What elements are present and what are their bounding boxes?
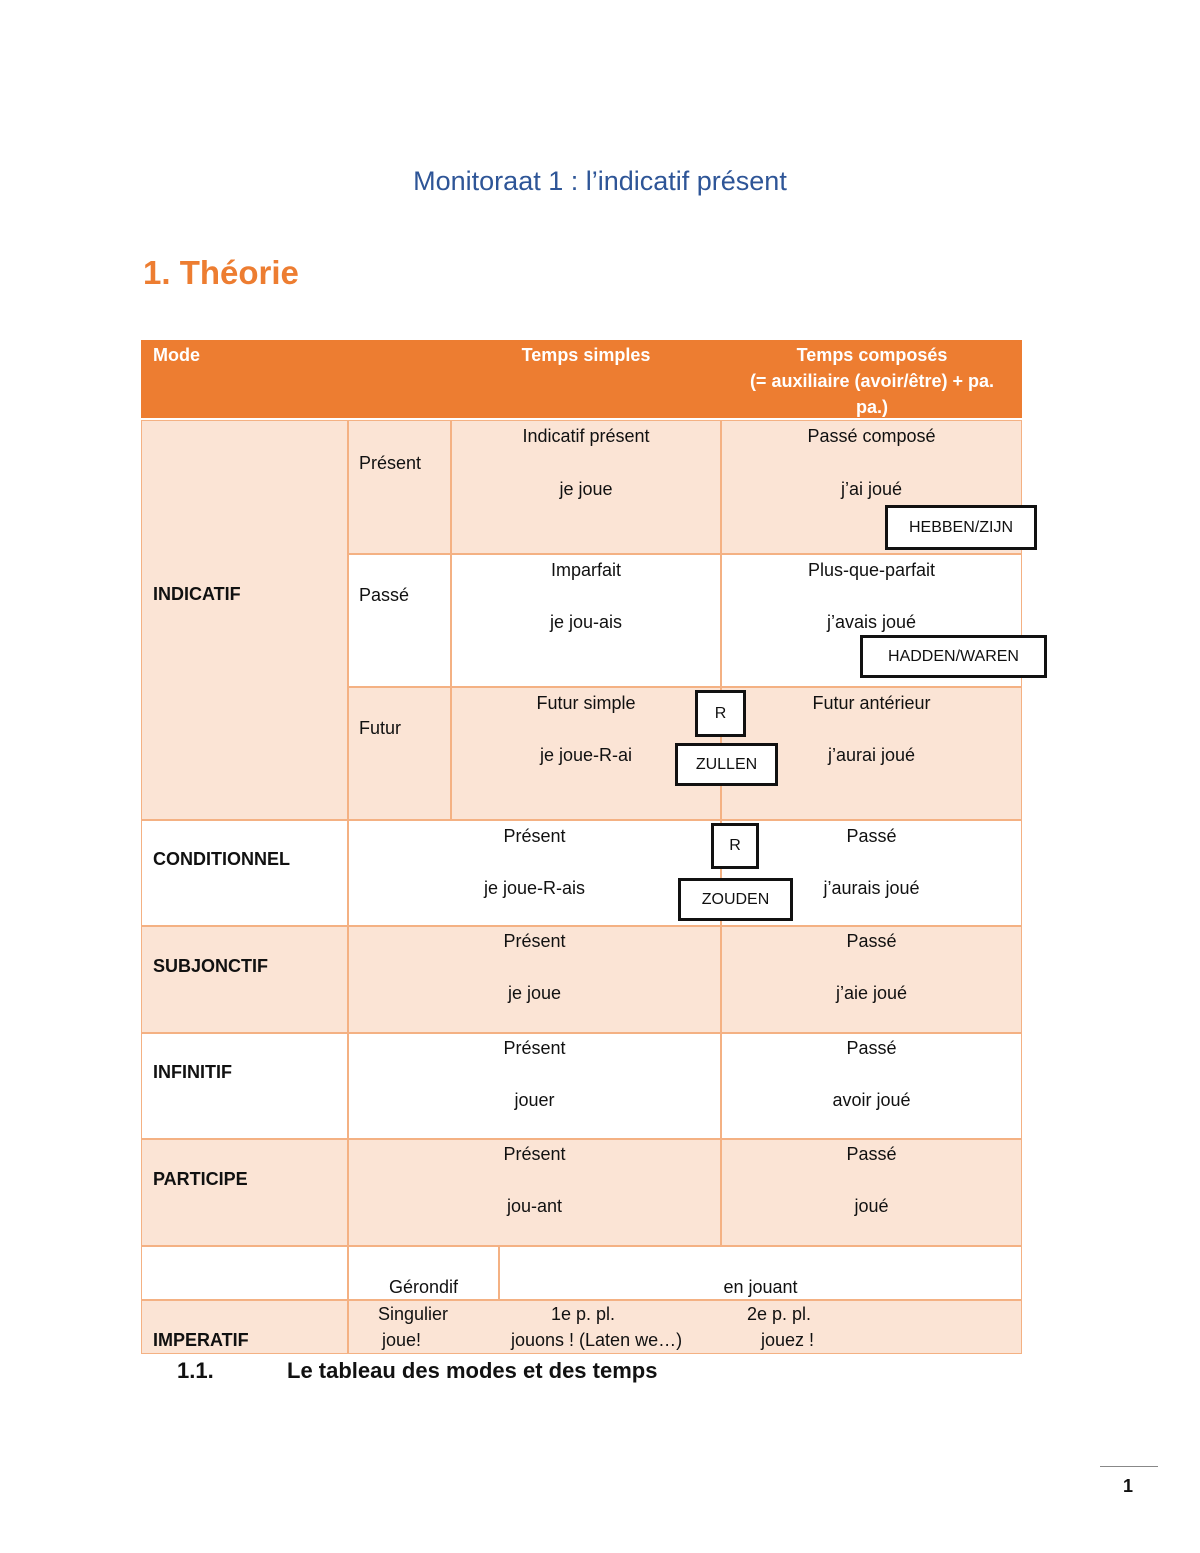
tense-name: Imparfait [550,560,622,580]
header-mode: Mode [153,345,200,365]
subsection-number: 1.1. [177,1358,214,1383]
tense-cell-present [348,420,451,554]
tense-form: j’aie joué [835,983,908,1003]
tense-name: Plus-que-parfait [807,560,936,580]
compound-cell-participe [721,1139,1022,1246]
simple-cell-passe [451,554,721,687]
compound-cell-subjonctif [721,926,1022,1033]
simple-cell-participe [348,1139,721,1246]
tense-form: je joue-R-ai [539,745,633,765]
mode-cell-subjonctif [141,926,348,1033]
page-number: 1 [1123,1476,1134,1496]
tense-name: Passé [846,826,897,846]
gerondif-form-cell [499,1246,1022,1300]
imperatif-2pl-label: 2e p. pl. [747,1304,812,1324]
imperatif-2pl-form: jouez ! [761,1330,815,1350]
annotation-hadden-waren: HADDEN/WAREN [860,635,1047,678]
header-simple: Temps simples [521,345,651,365]
annotation-r-futur: R [695,690,746,737]
gerondif-label-cell [348,1246,499,1300]
tense-name: Passé composé [807,426,936,446]
imperatif-forms-cell [348,1300,1022,1354]
mode-label-subjonctif: SUBJONCTIF [153,956,269,976]
header-compound-3: pa.) [855,397,888,417]
tense-form: j’aurais joué [823,878,920,898]
tense-name: Futur simple [536,693,636,713]
mode-label-conditionnel: CONDITIONNEL [153,849,290,869]
header-compound-2: (= auxiliaire (avoir/être) + pa. [749,371,995,391]
mode-cell-conditionnel [141,820,348,926]
document-title: Monitoraat 1 : l’indicatif présent [413,166,787,196]
tense-form: je joue [507,983,562,1003]
tense-name: Présent [503,1144,566,1164]
tense-name: Présent [503,1038,566,1058]
mode-label-infinitif: INFINITIF [153,1062,232,1082]
tense-form: jouer [514,1090,555,1110]
imperatif-1pl-form: jouons ! (Laten we…) [511,1330,683,1350]
compound-cell-infinitif [721,1033,1022,1139]
simple-cell-conditionnel [348,820,721,926]
tense-label: Passé [359,585,410,605]
simple-cell-subjonctif [348,926,721,1033]
footer-rule [1100,1466,1158,1467]
gerondif-form: en jouant [723,1277,798,1297]
annotation-r-conditionnel: R [711,823,759,869]
section-title: 1. Théorie [143,254,299,291]
header-compound-1: Temps composés [796,345,948,365]
mode-label-participe: PARTICIPE [153,1169,248,1189]
tense-name: Passé [846,931,897,951]
tense-form: je joue-R-ais [483,878,586,898]
tense-name: Futur antérieur [812,693,931,713]
tense-cell-futur [348,687,451,820]
tense-name: Indicatif présent [522,426,650,446]
simple-cell-present [451,420,721,554]
annotation-zouden: ZOUDEN [678,878,793,921]
subsection-title: Le tableau des modes et des temps [287,1358,658,1383]
tense-form: j’avais joué [826,612,917,632]
tense-form: je joue [559,479,613,499]
annotation-zullen: ZULLEN [675,743,778,786]
imperatif-singulier-form: joue! [382,1330,422,1350]
tense-label: Futur [359,718,402,738]
mode-cell-imperatif [141,1300,348,1354]
gerondif-empty-cell [141,1246,348,1300]
tense-name: Passé [846,1038,897,1058]
gerondif-label: Gérondif [388,1277,459,1297]
table-header [141,340,1022,418]
tense-form: j’aurai joué [827,745,916,765]
imperatif-1pl-label: 1e p. pl. [551,1304,616,1324]
mode-cell-indicatif [141,420,348,820]
mode-label-imperatif: IMPERATIF [153,1330,249,1350]
tense-form: je jou-ais [549,612,623,632]
tense-name: Présent [503,826,566,846]
mode-cell-infinitif [141,1033,348,1139]
mode-cell-participe [141,1139,348,1246]
tense-name: Présent [503,931,566,951]
tense-form: j’ai joué [840,479,903,499]
tense-name: Passé [846,1144,897,1164]
tense-label: Présent [359,453,422,473]
tense-form: jou-ant [506,1196,563,1216]
imperatif-singulier-label: Singulier [378,1304,449,1324]
tense-form: joué [854,1196,889,1216]
simple-cell-infinitif [348,1033,721,1139]
annotation-hebben-zijn: HEBBEN/ZIJN [885,505,1037,550]
mode-label-indicatif: INDICATIF [153,584,241,604]
tense-cell-passe [348,554,451,687]
tense-form: avoir joué [832,1090,911,1110]
